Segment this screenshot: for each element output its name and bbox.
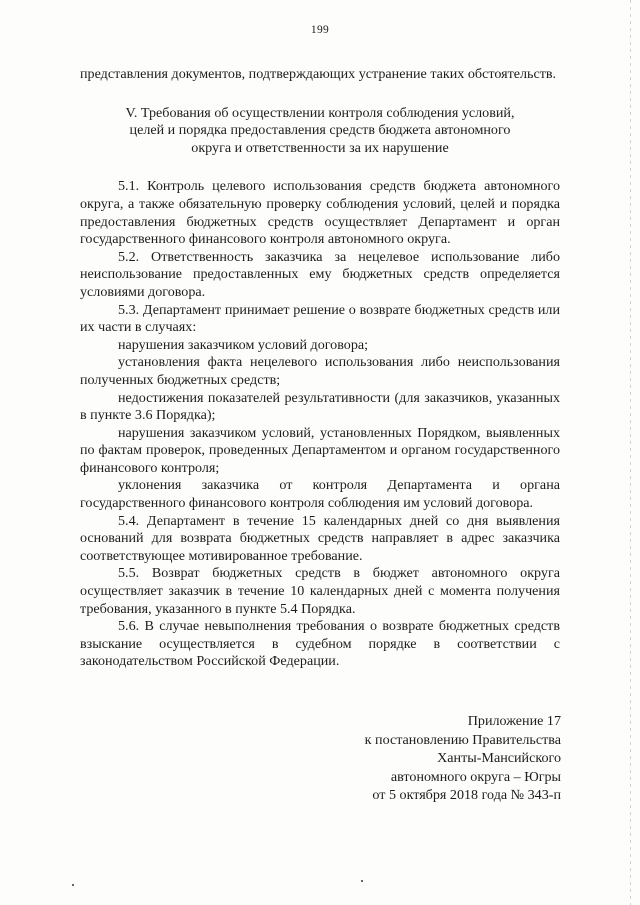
list-item: нарушения заказчиком условий договора; <box>118 336 369 353</box>
scan-edge-line <box>630 0 631 905</box>
appendix-line: от 5 октября 2018 года № 343-п <box>372 787 561 804</box>
paragraph-5-4: 5.4. Департамент в течение 15 календарных дней со дня выявления оснований для возврата бюджетных средств направляет в адрес заказчика соответствующее мотивированное требование. <box>80 512 560 564</box>
section-title-line: V. Требования об осуществлении контроля соблюдения условий, <box>125 104 515 121</box>
appendix-line: Приложение 17 <box>467 713 561 729</box>
appendix-line: автономного округа – Югры <box>390 768 561 785</box>
section-title-line: округа и ответственности за их нарушение <box>191 139 449 156</box>
paragraph-5-2: 5.2. Ответственность заказчика за нецелевое использование либо неиспользование предоставленных ему бюджетных средств определяется условиями договора. <box>80 248 560 300</box>
list-item: установления факта нецелевого использования либо неиспользования полученных бюджетных средств; <box>80 354 560 388</box>
scan-speck <box>72 884 74 886</box>
paragraph-5-1: 5.1. Контроль целевого использования средств бюджета автономного округа, а также обязательную проверку соблюдения условий, целей и порядка предоставления бюджетных средств осуществляет Департамент и орган государственного финансового контроля автономного округа. <box>80 178 560 248</box>
list-item: недостижения показателей результативности (для заказчиков, указанных в пункте 3.6 Порядка); <box>80 389 560 424</box>
paragraph-5-5: 5.5. Возврат бюджетных средств в бюджет автономного округа осуществляет заказчик в течение 10 календарных дней с момента получения требования, указанного в пункте 5.4 Порядка. <box>80 565 560 617</box>
section-title-line: целей и порядка предоставления средств бюджета автономного <box>129 122 511 139</box>
paragraph-5-6: 5.6. В случае невыполнения требования о возврате бюджетных средств взыскание осуществляется в судебном порядке в соответствии с законодательством Российской Федерации. <box>80 618 560 670</box>
list-item: уклонения заказчика от контроля Департамента и органа государственного финансового контроля соблюдения им условий договора. <box>80 477 560 512</box>
appendix-line: Ханты-Мансийского <box>437 750 561 767</box>
intro-paragraph: представления документов, подтверждающих устранение таких обстоятельств. <box>80 66 557 82</box>
section-title <box>80 105 560 158</box>
scan-speck <box>361 880 363 882</box>
page-number: 199 <box>310 24 330 36</box>
appendix-heading <box>365 712 561 805</box>
paragraph-5-3: 5.3. Департамент принимает решение о возврате бюджетных средств или их части в случаях: <box>80 301 560 336</box>
appendix-line: к постановлению Правительства <box>364 731 561 748</box>
document-body <box>80 66 560 671</box>
list-item: нарушения заказчиком условий, установленных Порядком, выявленных по фактам проверок, проведенных Департаментом и органом государственного финансового контроля; <box>80 424 560 476</box>
